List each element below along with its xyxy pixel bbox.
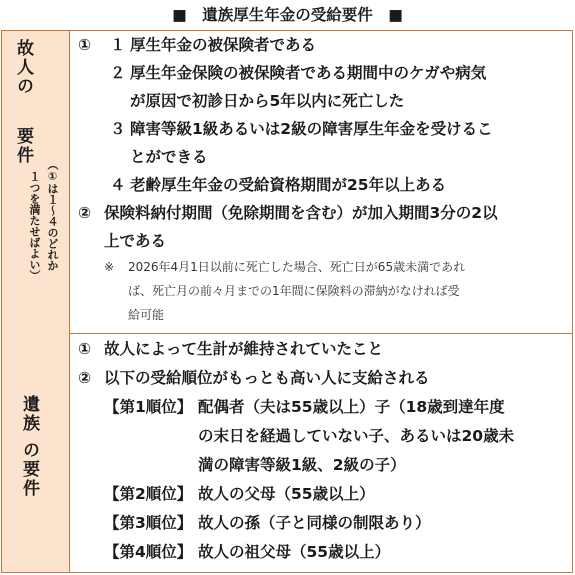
rank-label: 【第4順位】 (104, 543, 193, 561)
sub-number: １ (110, 36, 126, 54)
item-marker: ① (78, 36, 92, 54)
header-note-b: １つを満たせばよい） (28, 171, 41, 281)
rank-text: の末日を経過していない子、あるいは20歳未 (198, 427, 515, 445)
item-text: 上である (104, 232, 167, 250)
sub-item-text: とができる (130, 148, 208, 166)
header-text: 遺族 (19, 395, 39, 433)
header-text: 故人の (13, 39, 33, 96)
header-text-2: 要件 (13, 127, 33, 165)
note-text: ば、死亡月の前々月までの1年間に保険料の滞納がなければ受 (128, 284, 460, 298)
rank-text: 故人の父母（55歳以上） (198, 485, 375, 503)
survivor-requirements-header (2, 333, 70, 572)
sub-number: ２ (110, 64, 126, 82)
rank-text: 故人の孫（子と同様の制限あり） (198, 514, 431, 532)
item-text: 保険料納付期間（免除期間を含む）が加入期間3分の2以 (104, 204, 498, 222)
rank-label: 【第1順位】 (104, 398, 193, 416)
note-text: 給可能 (128, 308, 165, 322)
deceased-requirements-body (70, 31, 572, 333)
sub-item-text: 老齢厚生年金の受給資格期間が25年以上ある (130, 176, 447, 194)
item-marker: ② (78, 204, 92, 222)
deceased-requirements-row (2, 31, 572, 334)
rank-label: 【第2順位】 (104, 485, 193, 503)
page-title: ■ 遺族厚生年金の受給要件 ■ (172, 6, 403, 24)
sub-item-text: 障害等級1級あるいは2級の障害厚生年金を受けるこ (130, 120, 493, 138)
rank-text: 故人の祖父母（55歳以上） (198, 543, 391, 561)
sub-item-text: 厚生年金の被保険者である (130, 36, 317, 54)
item-text: 以下の受給順位がもっとも高い人に支給される (104, 369, 430, 387)
requirements-table (1, 30, 573, 573)
sub-number: ３ (110, 120, 126, 138)
sub-number: ４ (110, 176, 126, 194)
item-marker: ① (78, 340, 92, 358)
deceased-requirements-header (2, 31, 70, 333)
sub-item-text: 厚生年金保険の被保険者である期間中のケガや病気 (130, 64, 487, 82)
survivor-requirements-body (70, 333, 572, 572)
item-marker: ② (78, 369, 92, 387)
rank-text: 配偶者（夫は55歳以上）子（18歳到達年度 (198, 398, 505, 416)
note-mark: ※ (104, 260, 115, 274)
sub-item-text: が原因で初診日から5年以内に死亡した (130, 92, 405, 110)
rank-text: 満の障害等級1級、2級の子） (198, 456, 406, 474)
survivor-requirements-row (2, 333, 572, 572)
header-text-2: の要件 (19, 441, 39, 498)
note-text: 2026年4月1日以前に死亡した場合、死亡日が65歳未満であれ (128, 260, 466, 274)
header-note-a: （①は１〜４のどれか (46, 159, 59, 271)
rank-label: 【第3順位】 (104, 514, 193, 532)
item-text: 故人によって生計が維持されていたこと (104, 340, 384, 358)
